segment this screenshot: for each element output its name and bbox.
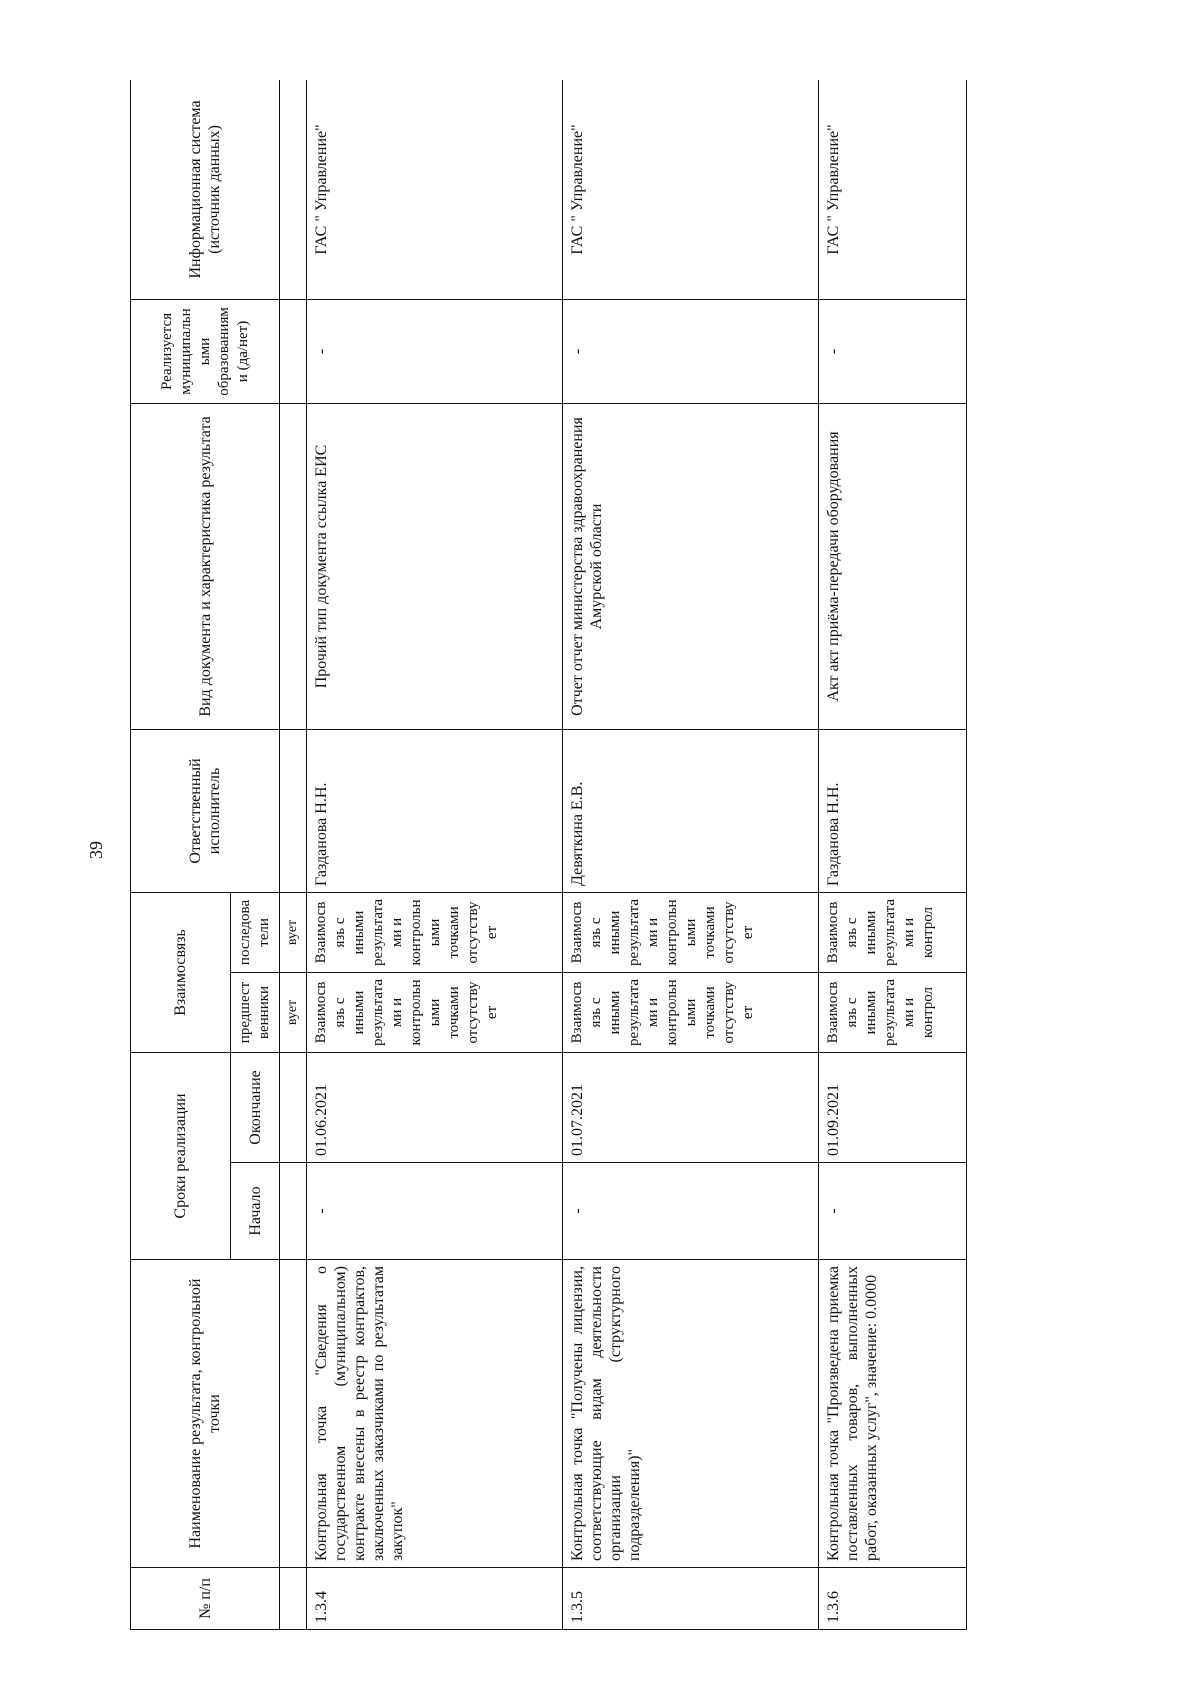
col-header-predecessors: предшественники: [231, 972, 280, 1052]
carry-cell: [280, 729, 307, 892]
carry-cell: [280, 1163, 307, 1260]
carry-over-row: [280, 80, 307, 1630]
cell-municipal: -: [563, 299, 819, 403]
carry-cell: [280, 1260, 307, 1568]
carry-cell: [280, 1568, 307, 1630]
cell-successors: Взаимосвязь с иными результатами и контрольными точками отсутствует: [307, 892, 563, 972]
cell-doc-type: Акт акт приёма-передачи оборудования: [819, 403, 967, 729]
carry-cell: [280, 403, 307, 729]
cell-start: -: [563, 1163, 819, 1260]
col-header-successors: последователи: [231, 892, 280, 972]
col-header-end: Окончание: [231, 1052, 280, 1162]
cell-info-system: ГАС " Управление": [563, 80, 819, 299]
cell-num: 1.3.5: [563, 1568, 819, 1630]
cell-num: 1.3.6: [819, 1568, 967, 1630]
table-canvas: [130, 80, 1130, 1630]
col-header-name: Наименование результата, контрольной точки: [131, 1260, 280, 1568]
cell-successors: Взаимосвязь с иными результатами и контрол: [819, 892, 967, 972]
cell-predecessors: Взаимосвязь с иными результатами и контрол: [819, 972, 967, 1052]
col-header-num: № п/п: [131, 1568, 280, 1630]
control-points-table: [130, 80, 967, 1630]
cell-predecessors: Взаимосвязь с иными результатами и контрольными точками отсутствует: [307, 972, 563, 1052]
cell-responsible: Девяткина Е.В.: [563, 729, 819, 892]
table-row: [819, 80, 967, 1630]
cell-start: -: [819, 1163, 967, 1260]
cell-responsible: Газданова Н.Н.: [819, 729, 967, 892]
cell-name: Контрольная точка "Произведена приемка поставленных товаров, выполненных работ, оказанных услуг", значение: 0.0000: [819, 1260, 967, 1568]
carry-cell-predecessors: вует: [280, 972, 307, 1052]
cell-info-system: ГАС " Управление": [307, 80, 563, 299]
cell-municipal: -: [307, 299, 563, 403]
cell-name: Контрольная точка "Получены лицензии, соответствующие видам деятельности организации (структурного подразделения)": [563, 1260, 819, 1568]
carry-cell: [280, 1052, 307, 1162]
carry-cell: [280, 80, 307, 299]
cell-doc-type: Отчет отчет министерства здравоохранения Амурской области: [563, 403, 819, 729]
table-row: [563, 80, 819, 1630]
carry-cell-successors: вует: [280, 892, 307, 972]
col-header-start: Начало: [231, 1163, 280, 1260]
col-header-doc-type: Вид документа и характеристика результата: [131, 403, 280, 729]
col-header-responsible: Ответственный исполнитель: [131, 729, 280, 892]
cell-name: Контрольная точка "Сведения о государственном (муниципальном) контракте внесены в реестр контрактов, заключенных заказчиками по результатам закупок": [307, 1260, 563, 1568]
cell-successors: Взаимосвязь с иными результатами и контрольными точками отсутствует: [563, 892, 819, 972]
rotated-table-panel: [130, 80, 1130, 1630]
carry-cell: [280, 299, 307, 403]
cell-municipal: -: [819, 299, 967, 403]
cell-predecessors: Взаимосвязь с иными результатами и контрольными точками отсутствует: [563, 972, 819, 1052]
cell-end: 01.09.2021: [819, 1052, 967, 1162]
cell-end: 01.07.2021: [563, 1052, 819, 1162]
col-header-link: Взаимосвязь: [131, 892, 231, 1052]
cell-end: 01.06.2021: [307, 1052, 563, 1162]
table-row: [307, 80, 563, 1630]
col-header-terms: Сроки реализации: [131, 1052, 231, 1259]
page-number: 39: [86, 841, 106, 859]
cell-start: -: [307, 1163, 563, 1260]
col-header-municipal: Реализуется муниципальными образованиями (да/нет): [131, 299, 280, 403]
cell-responsible: Газданова Н.Н.: [307, 729, 563, 892]
header-row: [131, 80, 231, 1630]
col-header-info-system: Информационная система (источник данных): [131, 80, 280, 299]
cell-doc-type: Прочий тип документа ссылка ЕИС: [307, 403, 563, 729]
cell-num: 1.3.4: [307, 1568, 563, 1630]
cell-info-system: ГАС " Управление": [819, 80, 967, 299]
